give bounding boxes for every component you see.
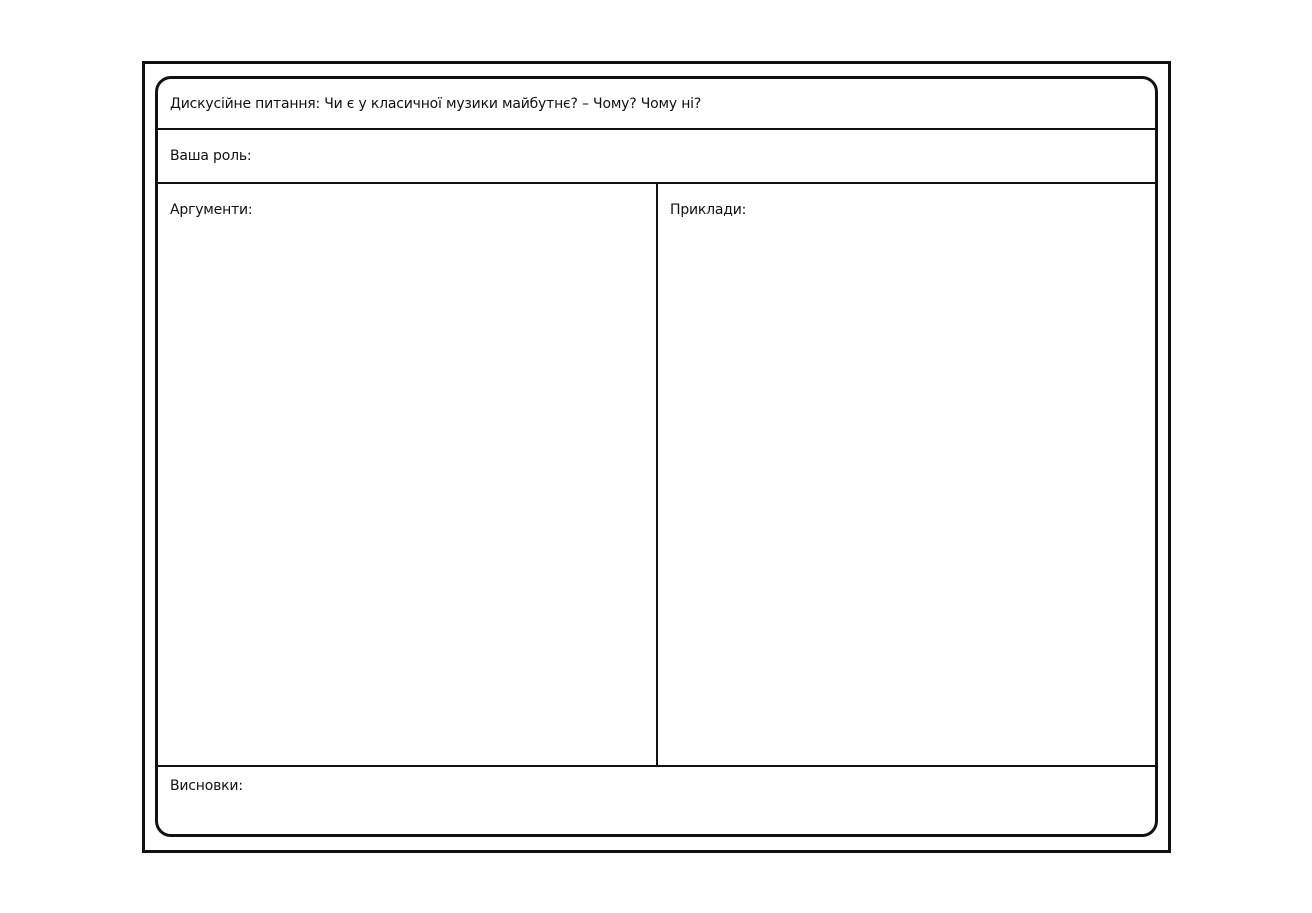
role-field[interactable] <box>158 130 1155 184</box>
conclusions-label: Висновки: <box>170 778 243 794</box>
arguments-field[interactable] <box>158 184 658 765</box>
discussion-question: Дискусійне питання: Чи є у класичної музики майбутнє? – Чому? Чому ні? <box>170 96 702 112</box>
examples-field[interactable] <box>658 184 1155 765</box>
arguments-label: Аргументи: <box>170 202 253 218</box>
question-row <box>158 79 1155 130</box>
examples-label: Приклади: <box>670 202 747 218</box>
arguments-examples-row <box>158 184 1155 767</box>
role-label: Ваша роль: <box>170 148 252 164</box>
debate-worksheet <box>155 76 1158 837</box>
conclusions-field[interactable] <box>158 767 1155 837</box>
